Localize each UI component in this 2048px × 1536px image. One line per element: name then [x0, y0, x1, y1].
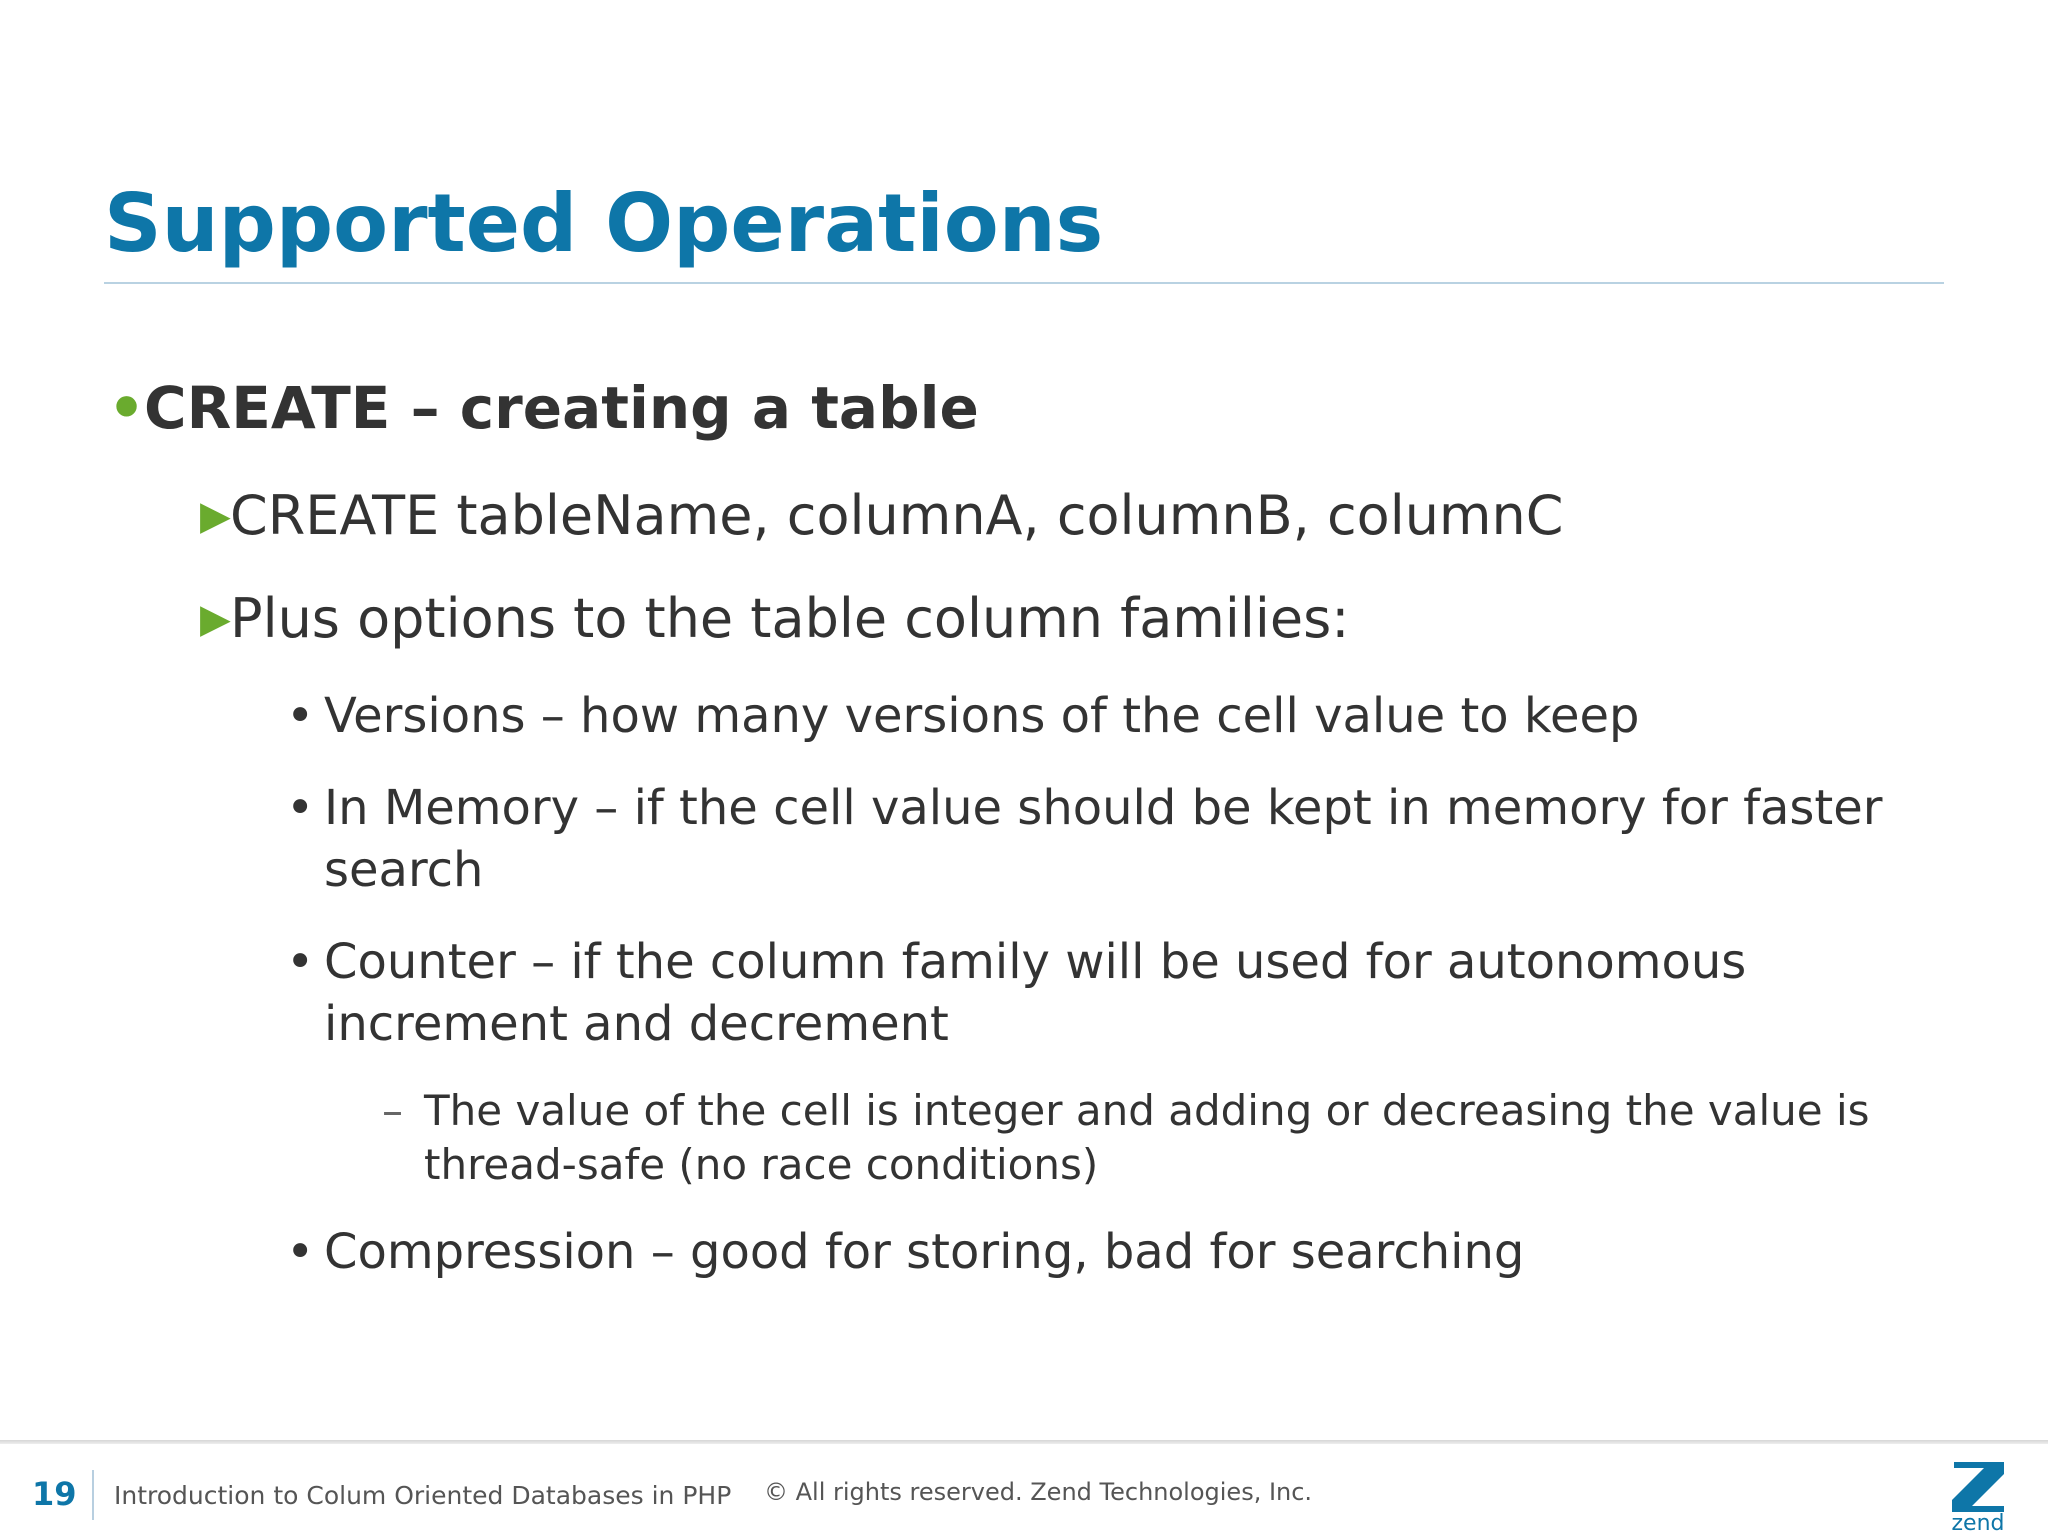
bullet-create-text: CREATE – creating a table	[144, 374, 979, 442]
detail-text: The value of the cell is integer and adding or decreasing the value is	[424, 1086, 1870, 1135]
footer-copyright: © All rights reserved. Zend Technologies, Inc.	[764, 1478, 1313, 1506]
option-text: In Memory – if the cell value should be kept in memory for faster	[324, 780, 1883, 836]
option-text: Compression – good for storing, bad for searching	[324, 1224, 1525, 1280]
bullet-dot-icon: •	[286, 688, 315, 744]
page-number: 19	[32, 1475, 77, 1513]
option-text: Versions – how many versions of the cell value to keep	[324, 688, 1640, 744]
zend-logo-text: zend	[1951, 1511, 2005, 1532]
zend-logo-mark	[1948, 1460, 2008, 1532]
triangle-right-icon: ▶	[200, 596, 231, 642]
footer-course-title: Introduction to Colum Oriented Databases in PHP	[114, 1481, 732, 1510]
sub-bullet-text: Plus options to the table column families:	[230, 587, 1350, 650]
bullet-dot-icon: •	[286, 934, 315, 990]
title-divider	[104, 282, 1944, 284]
slide-title: Supported Operations	[104, 177, 1104, 270]
footer-divider	[0, 1440, 2048, 1444]
detail-text-continued: thread-safe (no race conditions)	[424, 1140, 1099, 1189]
triangle-right-icon: ▶	[200, 493, 231, 539]
footer-separator	[92, 1470, 94, 1520]
option-text-continued: search	[324, 842, 484, 898]
bullet-dot-icon: •	[286, 780, 315, 836]
option-text: Counter – if the column family will be used for autonomous	[324, 934, 1747, 990]
sub-bullet-text: CREATE tableName, columnA, columnB, columnC	[230, 484, 1564, 547]
dash-bullet-icon: –	[382, 1086, 403, 1135]
green-bullet-icon: •	[108, 374, 146, 442]
option-text-continued: increment and decrement	[324, 996, 949, 1052]
zend-logo-icon	[1948, 1460, 2008, 1532]
bullet-dot-icon: •	[286, 1224, 315, 1280]
